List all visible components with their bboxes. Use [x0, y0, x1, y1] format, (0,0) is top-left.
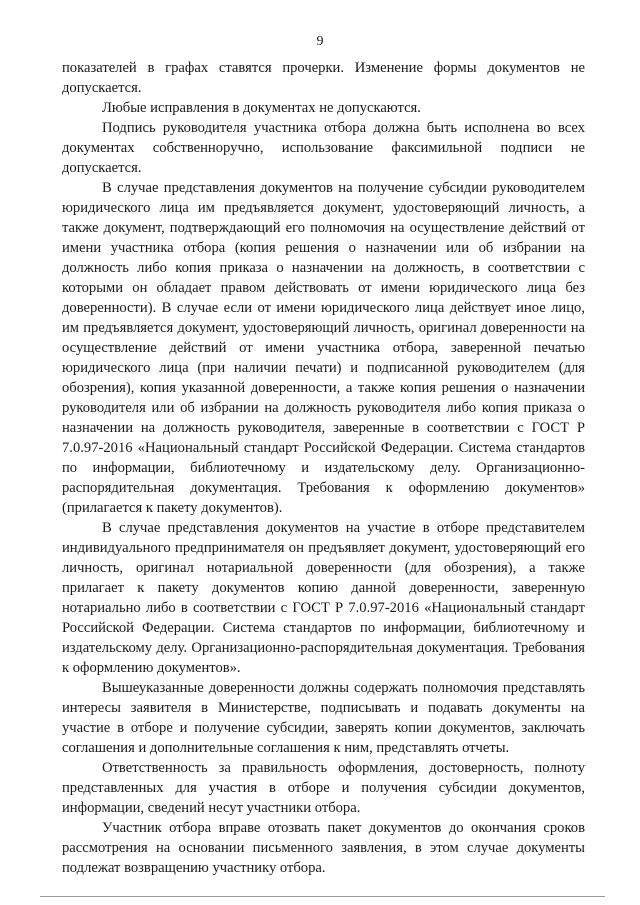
- paragraph: В случае представления документов на участие в отборе представителем индивидуального предпринимателя он предъявляет документ, удостоверяющий его личность, оригинал нотариальной доверенности (для обозрения), а также прилагает к пакету документов копию данной доверенности, заверенную нотариально либо в соответствии с ГОСТ Р 7.0.97-2016 «Национальный стандарт Российской Федерации. Система стандартов по информации, библиотечному и издательскому делу. Организационно-распорядительная документация. Требования к оформлению документов».: [62, 520, 585, 676]
- paragraph: показателей в графах ставятся прочерки. Изменение формы документов не допускается.: [62, 60, 585, 96]
- paragraph: Любые исправления в документах не допускаются.: [102, 100, 421, 116]
- paragraph: В случае представления документов на получение субсидии руководителем юридического лица им предъявляется документ, удостоверяющий личность, а также документ, подтверждающий его полномочия на осуществление действий от имени участника отбора (копия решения о назначении или об избрании на должность либо копия приказа о назначении на должность, в соответствии с которыми он обладает правом действовать от имени юридического лица без доверенности). В случае если от имени юридического лица действует иное лицо, им предъявляется документ, удостоверяющий личность, оригинал доверенности на осуществление действий от имени участника отбора, заверенной печатью юридического лица (при наличии печати) и подписанной руководителем (для обозрения), копия указанной доверенности, а также копия решения о назначении руководителя или об избрании на должность руководителя либо копия приказа о назначении на должность руководителя, заверенные в соответствии с ГОСТ Р 7.0.97-2016 «Национальный стандарт Российской Федерации. Система стандартов по информации, библиотечному и издательскому делу. Организационно-распорядительная документация. Требования к оформлению документов» (прилагается к пакету документов).: [62, 180, 585, 516]
- paragraph: Участник отбора вправе отозвать пакет документов до окончания сроков рассмотрения на основании письменного заявления, в этом случае документы подлежат возвращению участнику отбора.: [62, 820, 585, 876]
- page-number: 9: [316, 34, 324, 49]
- footer-divider: [40, 896, 605, 897]
- paragraph: Вышеуказанные доверенности должны содержать полномочия представлять интересы заявителя в Министерстве, подписывать и подавать документы на участие в отборе и получение субсидии, заверять копии документов, заключать соглашения и дополнительные соглашения к ним, представлять отчеты.: [62, 680, 585, 756]
- paragraph: Ответственность за правильность оформления, достоверность, полноту представленных для участия в отборе и получения субсидии документов, информации, сведений несут участники отбора.: [62, 760, 585, 816]
- paragraph: Подпись руководителя участника отбора должна быть исполнена во всех документах собственноручно, использование факсимильной подписи не допускается.: [62, 120, 585, 176]
- document-body: [62, 58, 585, 878]
